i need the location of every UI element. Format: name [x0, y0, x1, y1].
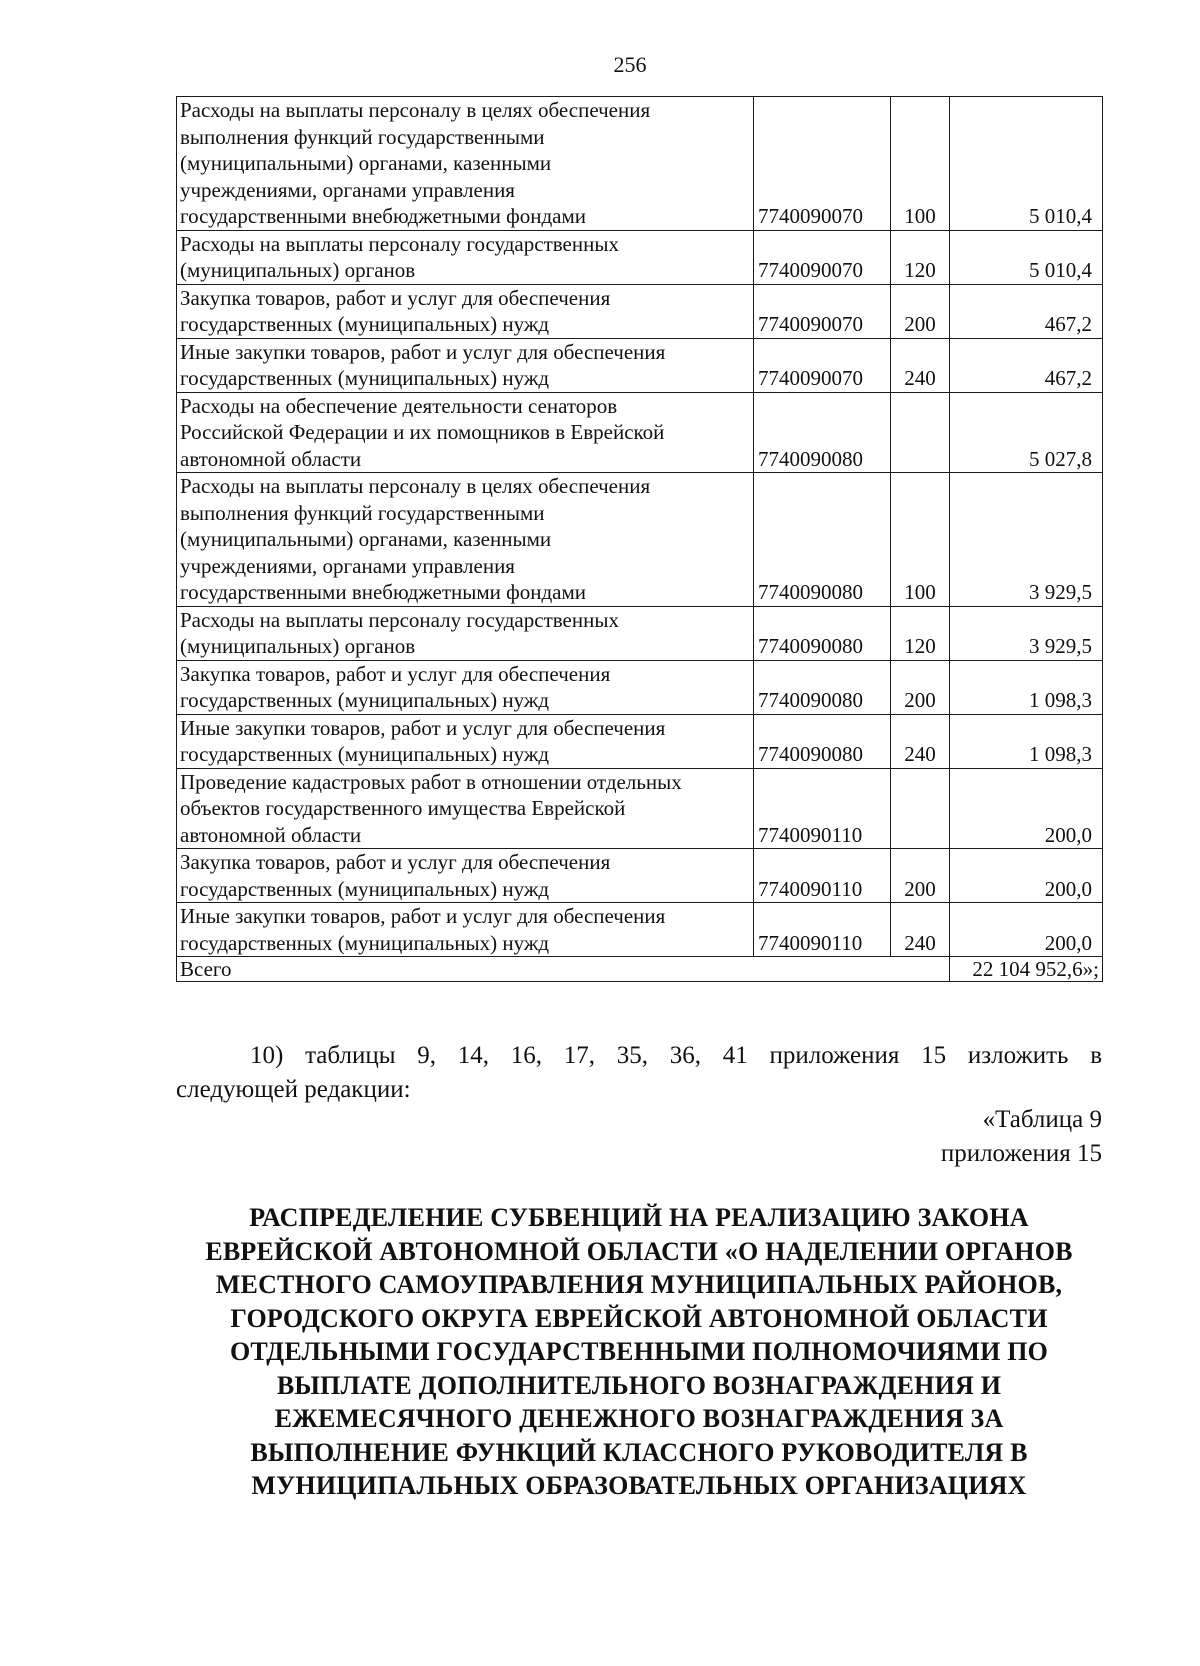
- expense-type-cell: 100: [891, 473, 950, 607]
- section-title-line: РАСПРЕДЕЛЕНИЕ СУБВЕНЦИЙ НА РЕАЛИЗАЦИЮ ЗАКОНА: [249, 1203, 1029, 1232]
- expense-type-cell: 200: [891, 660, 950, 714]
- amount-cell: 1 098,3: [950, 714, 1103, 768]
- section-title-line: ЕВРЕЙСКОЙ АВТОНОМНОЙ ОБЛАСТИ «О НАДЕЛЕНИИ ОРГАНОВ: [205, 1236, 1073, 1266]
- budget-table: [176, 96, 1103, 982]
- target-code-cell: 7740090080: [754, 392, 891, 473]
- target-code-cell: 7740090070: [754, 230, 891, 284]
- table-row: [177, 660, 1103, 714]
- target-code-cell: 7740090110: [754, 768, 891, 849]
- expense-name-line: учреждениями, органами управления: [180, 177, 515, 202]
- amount-cell: 1 098,3: [950, 660, 1103, 714]
- expense-name-line: государственных (муниципальных) нужд: [180, 688, 550, 712]
- expense-name-line: государственных (муниципальных) нужд: [180, 930, 550, 955]
- expense-name-cell: [177, 230, 754, 284]
- expense-name-line: государственных (муниципальных) нужд: [180, 312, 550, 336]
- expense-name-line: автономной области: [180, 446, 362, 471]
- instruction-line-2: следующей редакции:: [176, 1076, 411, 1103]
- amount-cell: 200,0: [950, 903, 1103, 957]
- expense-name-cell: [177, 714, 754, 768]
- expense-name-cell: [177, 660, 754, 714]
- expense-name-cell: [177, 338, 754, 392]
- expense-name-line: Иные закупки товаров, работ и услуг для обеспечения: [180, 715, 666, 740]
- expense-type-cell: 240: [891, 714, 950, 768]
- amount-cell: 467,2: [950, 284, 1103, 338]
- section-title-line: ВЫПОЛНЕНИЕ ФУНКЦИЙ КЛАССНОГО РУКОВОДИТЕЛЯ В: [250, 1437, 1028, 1467]
- expense-type-cell: 120: [891, 606, 950, 660]
- amount-cell: 467,2: [950, 338, 1103, 392]
- table-row: [177, 903, 1103, 957]
- expense-type-cell: [891, 768, 950, 849]
- target-code-cell: 7740090070: [754, 97, 891, 231]
- amount-cell: 3 929,5: [950, 473, 1103, 607]
- section-title-line: ГОРОДСКОГО ОКРУГА ЕВРЕЙСКОЙ АВТОНОМНОЙ ОБЛАСТИ: [230, 1303, 1048, 1333]
- section-title-line: ВЫПЛАТЕ ДОПОЛНИТЕЛЬНОГО ВОЗНАГРАЖДЕНИЯ И: [276, 1370, 1002, 1400]
- expense-type-cell: 240: [891, 338, 950, 392]
- expense-name-line: Иные закупки товаров, работ и услуг для обеспечения: [180, 339, 666, 364]
- expense-name-line: Российской Федерации и их помощников в Еврейской: [180, 420, 665, 444]
- expense-name-line: выполнения функций государственными: [180, 124, 545, 149]
- expense-type-cell: [891, 392, 950, 473]
- expense-name-line: Закупка товаров, работ и услуг для обеспечения: [180, 850, 611, 874]
- table-row: [177, 338, 1103, 392]
- expense-type-cell: 200: [891, 284, 950, 338]
- table-row: [177, 473, 1103, 607]
- expense-name-line: (муниципальными) органами, казенными: [180, 151, 552, 175]
- section-title-line: МЕСТНОГО САМОУПРАВЛЕНИЯ МУНИЦИПАЛЬНЫХ РАЙОНОВ,: [215, 1270, 1063, 1299]
- table-row: [177, 606, 1103, 660]
- amount-cell: 5 010,4: [950, 97, 1103, 231]
- expense-name-cell: [177, 284, 754, 338]
- table-row: [177, 849, 1103, 903]
- budget-table-body: [177, 97, 1103, 982]
- table-row: [177, 97, 1103, 231]
- total-label: Всего: [177, 957, 950, 982]
- expense-name-cell: [177, 768, 754, 849]
- target-code-cell: 7740090080: [754, 606, 891, 660]
- table-row: [177, 392, 1103, 473]
- amendment-instruction: [176, 1039, 1102, 1107]
- expense-name-line: (муниципальными) органами, казенными: [180, 527, 552, 551]
- expense-name-cell: [177, 903, 754, 957]
- expense-name-line: Расходы на выплаты персоналу государственных: [180, 231, 619, 256]
- section-title-line: ЕЖЕМЕСЯЧНОГО ДЕНЕЖНОГО ВОЗНАГРАЖДЕНИЯ ЗА: [274, 1404, 1004, 1433]
- amount-cell: 200,0: [950, 849, 1103, 903]
- amount-cell: 5 010,4: [950, 230, 1103, 284]
- table-row: [177, 230, 1103, 284]
- expense-name-line: Иные закупки товаров, работ и услуг для обеспечения: [180, 904, 666, 928]
- expense-name-line: Закупка товаров, работ и услуг для обеспечения: [180, 661, 611, 686]
- expense-name-cell: [177, 97, 754, 231]
- expense-name-cell: [177, 392, 754, 473]
- expense-type-cell: 120: [891, 230, 950, 284]
- expense-name-line: автономной области: [180, 822, 362, 847]
- expense-name-line: Проведение кадастровых работ в отношении отдельных: [180, 769, 682, 794]
- table-reference: [941, 1103, 1102, 1171]
- expense-type-cell: 200: [891, 849, 950, 903]
- instruction-line-1: 10) таблицы 9, 14, 16, 17, 35, 36, 41 приложения 15 изложить в: [250, 1042, 1102, 1069]
- expense-name-line: (муниципальных) органов: [180, 258, 416, 282]
- total-amount: 22 104 952,6»;: [950, 957, 1103, 982]
- expense-name-line: государственными внебюджетными фондами: [180, 204, 587, 228]
- section-title-line: МУНИЦИПАЛЬНЫХ ОБРАЗОВАТЕЛЬНЫХ ОРГАНИЗАЦИЯХ: [251, 1471, 1027, 1500]
- page-number: 256: [613, 52, 647, 77]
- table-reference-line-1: «Таблица 9: [982, 1106, 1102, 1133]
- expense-name-line: государственных (муниципальных) нужд: [180, 742, 550, 766]
- expense-name-cell: [177, 606, 754, 660]
- expense-name-line: государственных (муниципальных) нужд: [180, 366, 550, 390]
- amount-cell: 5 027,8: [950, 392, 1103, 473]
- section-title-line: ОТДЕЛЬНЫМИ ГОСУДАРСТВЕННЫМИ ПОЛНОМОЧИЯМИ ПО: [229, 1337, 1049, 1366]
- target-code-cell: 7740090080: [754, 714, 891, 768]
- table-reference-line-2: приложения 15: [940, 1140, 1102, 1167]
- target-code-cell: 7740090110: [754, 903, 891, 957]
- amount-cell: 3 929,5: [950, 606, 1103, 660]
- table-row: [177, 284, 1103, 338]
- expense-type-cell: 240: [891, 903, 950, 957]
- expense-name-line: Расходы на обеспечение деятельности сенаторов: [180, 393, 618, 418]
- table-row: [177, 768, 1103, 849]
- target-code-cell: 7740090110: [754, 849, 891, 903]
- section-title: [176, 1201, 1102, 1503]
- table-row: [177, 714, 1103, 768]
- expense-name-line: Расходы на выплаты персоналу государственных: [180, 607, 619, 632]
- expense-type-cell: 100: [891, 97, 950, 231]
- expense-name-line: государственными внебюджетными фондами: [180, 580, 587, 604]
- target-code-cell: 7740090070: [754, 338, 891, 392]
- expense-name-line: Расходы на выплаты персоналу в целях обеспечения: [180, 98, 651, 122]
- total-row: [177, 957, 1103, 982]
- expense-name-line: Расходы на выплаты персоналу в целях обеспечения: [180, 474, 651, 498]
- amount-cell: 200,0: [950, 768, 1103, 849]
- expense-name-line: учреждениями, органами управления: [180, 553, 515, 578]
- expense-name-cell: [177, 849, 754, 903]
- expense-name-line: выполнения функций государственными: [180, 500, 545, 525]
- target-code-cell: 7740090080: [754, 473, 891, 607]
- expense-name-line: объектов государственного имущества Еврейской: [180, 796, 626, 820]
- expense-name-line: Закупка товаров, работ и услуг для обеспечения: [180, 285, 611, 310]
- target-code-cell: 7740090070: [754, 284, 891, 338]
- expense-name-cell: [177, 473, 754, 607]
- expense-name-line: государственных (муниципальных) нужд: [180, 876, 550, 901]
- target-code-cell: 7740090080: [754, 660, 891, 714]
- expense-name-line: (муниципальных) органов: [180, 634, 416, 658]
